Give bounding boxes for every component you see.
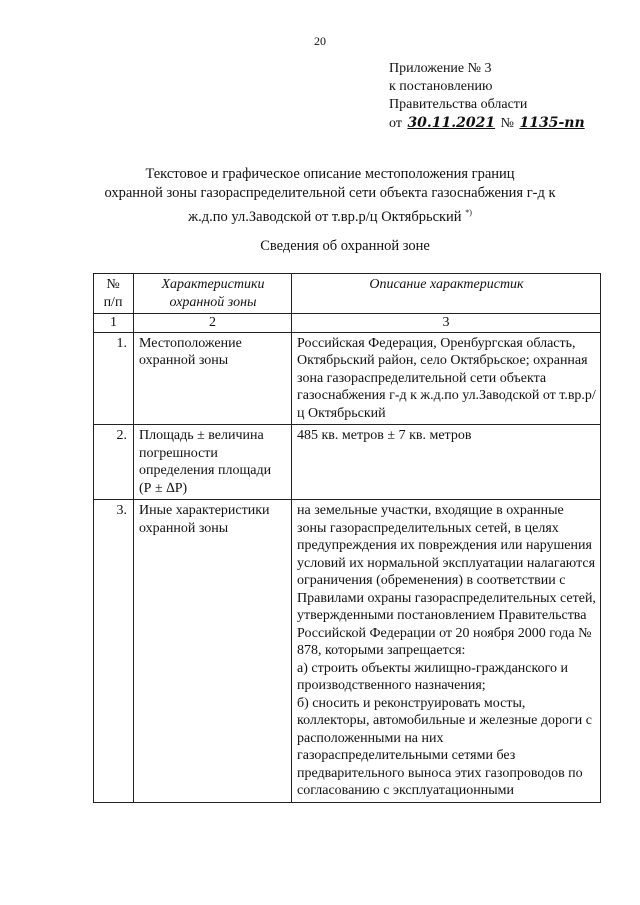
appendix-line-3: Правительства области [389,97,528,112]
row-characteristic: Местоположение охранной зоны [134,332,292,425]
row-number: 1. [94,332,134,425]
table-header-row [94,274,601,314]
column-number: 1 [94,314,134,333]
footnote-mark: *) [465,208,472,217]
title-line-3 [60,203,600,227]
section-subtitle: Сведения об охранной зоне [260,238,430,254]
appendix-from: от [389,116,402,131]
appendix-number: 1135-пп [519,115,585,131]
appendix-block [389,60,587,133]
title-line-2: охранной зоны газораспределительной сети объекта газоснабжения г-д к [104,185,556,201]
appendix-line-2: к постановлению [389,79,493,94]
column-number-row [94,314,601,333]
row-description: Российская Федерация, Оренбургская область, Октябрьский район, село Октябрьское; охранная зона газораспределительной сети объекта газоснабжения г-д к ж.д.по ул.Заводской от т.вр.р/ц Октябрьский [292,332,601,425]
title-line-3-text: ж.д.по ул.Заводской от т.вр.р/ц Октябрьский [188,208,462,225]
appendix-number-sign: № [500,116,514,131]
title-line-1: Текстовое и графическое описание местоположения границ [145,166,515,182]
header-description: Описание характеристик [292,274,601,314]
appendix-line-1: Приложение № 3 [389,61,492,76]
column-number: 3 [292,314,601,333]
page-number: 20 [314,34,326,48]
row-description: 485 кв. метров ± 7 кв. метров [292,425,601,500]
header-characteristic: Характеристики охранной зоны [134,274,292,314]
table-row [94,425,601,500]
appendix-signature-line [389,114,587,133]
header-number: № п/п [94,274,134,314]
column-number: 2 [134,314,292,333]
row-description: на земельные участки, входящие в охранные зоны газораспределительных сетей, в целях предупреждения их повреждения или нарушения условий их нормальной эксплуатации налагаются ограничения (обременения) в соответствии с Правилами охраны газораспределительных сетей, утвержденными постановлением Правительства Российской Федерации от 20 ноября 2000 года № 878, которыми запрещается: а) строить объекты жилищно-гражданского и производственного назначения; б) сносить и реконструировать мосты, коллекторы, автомобильные и железные дороги с расположенными на них газораспределительными сетями без предварительного выноса этих газопроводов по согласованию с эксплуатационными [292,500,601,803]
table-row [94,500,601,803]
row-characteristic: Иные характеристики охранной зоны [134,500,292,803]
row-number: 3. [94,500,134,803]
document-title [60,165,600,227]
table-row [94,332,601,425]
row-number: 2. [94,425,134,500]
protection-zone-table [93,273,601,803]
appendix-date: 30.11.2021 [407,115,496,131]
row-characteristic: Площадь ± величина погрешности определения площади (Р ± ∆Р) [134,425,292,500]
